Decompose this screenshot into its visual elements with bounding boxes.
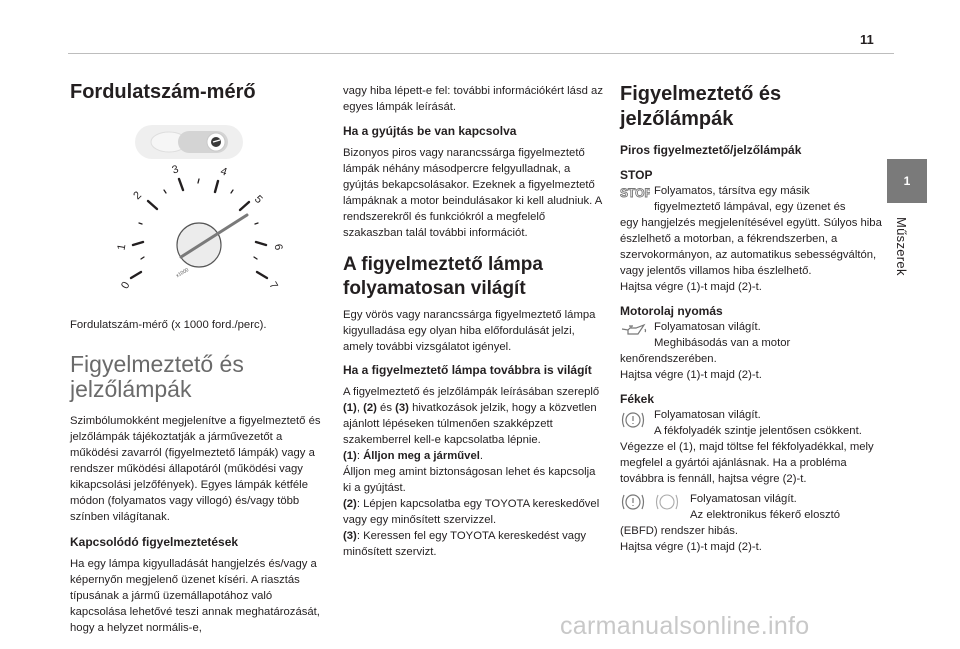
intro-paragraph: Szimbólumokként megjelenítve a figyelmeztető és jelzőlámpák tájékoztatják a járművezetőt a működési zavarról (figyelmeztető lámpák) vagy a rendszer működési állapotáról (működési vagy kikapcsolási jelzőfények). Egyes lámpák kétféle módon (folyamatos vagy villogó) és/vagy több színben világítanak.: [70, 415, 321, 523]
stop-entry: STOP Folyamatos, társítva egy másik figyelmeztető lámpával, egy üzenet és: [620, 185, 846, 213]
column-right: [620, 82, 882, 555]
ignition-paragraph: Bizonyos piros vagy narancssárga figyelmeztető lámpák néhány másodpercre felgyulladnak, a gyújtás bekapcsolásakor. Ezeknek a figyelmeztető lámpáknak a motor beindulásakor ki kell aludniuk. A rendszerekről és funkciókról a megfelelő szakaszban talál további információt.: [343, 147, 602, 239]
stop-icon: [620, 183, 654, 204]
brake-entry: Folyamatosan világít. A fékfolyadék szintje jelentősen csökkent.: [620, 407, 882, 439]
ebfd-action: Hajtsa végre (1)-t majd (2)-t.: [620, 541, 762, 553]
oil-description: kenőrendszerében.: [620, 353, 717, 365]
oil-entry: Folyamatosan világít. Meghibásodás van a motor: [620, 319, 882, 351]
ebfd-entry: Folyamatosan világít. Az elektronikus fékerő elosztó: [620, 491, 882, 523]
ebfd-icons: [620, 491, 690, 513]
brake-heading: Fékek: [620, 392, 655, 406]
step-3: (3): Keressen fel egy TOYOTA kereskedést vagy minősített szervizt.: [343, 530, 586, 558]
step-2: (2): Lépjen kapcsolatba egy TOYOTA kereskedővel vagy egy minősített szervizzel.: [343, 498, 600, 526]
brake-description: Végezze el (1), majd töltse fel fékfolyadékkal, mely megfelel a gyártói ajánlásnak. Ha a probléma továbbra is fennáll, hajtsa végre (2)-t.: [620, 441, 874, 485]
tachometer-illustration: [99, 123, 299, 301]
section-title-line2: jelzőlámpák: [70, 376, 192, 402]
step-1-title: (1): Álljon meg a járművel.: [343, 450, 484, 462]
related-heading: Kapcsolódó figyelmeztetések: [70, 535, 239, 549]
red-lamps-heading: Piros figyelmeztető/jelzőlámpák: [620, 143, 802, 157]
display-knob-icon: [211, 137, 221, 147]
stop-action: Hajtsa végre (1)-t majd (2)-t.: [620, 281, 762, 293]
gauge-label-1: 1: [115, 243, 129, 252]
gauge-label-5: 5: [251, 193, 265, 207]
header-rule: [68, 53, 894, 54]
tachometer-caption: Fordulatszám-mérő (x 1000 ford./perc).: [70, 319, 267, 331]
warning-lamps-title-line1: Figyelmeztető és: [620, 83, 782, 105]
column-middle: [343, 83, 605, 560]
oil-action: Hajtsa végre (1)-t majd (2)-t.: [620, 369, 762, 381]
ebfd-description: (EBFD) rendszer hibás.: [620, 525, 739, 537]
brake-warning-icon: [620, 491, 646, 513]
still-on-heading: Ha a figyelmeztető lámpa továbbra is világít: [343, 363, 592, 377]
gauge-label-7: 7: [266, 279, 280, 292]
gauge-label-3: 3: [170, 163, 181, 177]
steady-section-heading: [343, 253, 605, 301]
ignition-heading: Ha a gyújtás be van kapcsolva: [343, 124, 517, 138]
watermark: carmanualsonline.info: [560, 612, 810, 640]
tachometer-title: Fordulatszám-mérő: [70, 81, 256, 103]
step-1-text: Álljon meg amint biztonságosan lehet és kapcsolja ki a gyújtást.: [343, 466, 596, 494]
section-title-line1: Figyelmeztető és: [70, 351, 244, 377]
chapter-label: Műszerek: [894, 217, 909, 276]
column-left: [70, 80, 328, 636]
gauge-label-0: 0: [119, 279, 133, 292]
steady-paragraph: Egy vörös vagy narancssárga figyelmeztető lámpa kigyulladása egy olyan hiba előfordulását jelzi, amely további vizsgálatot igényel.: [343, 309, 596, 353]
section-heading: [70, 352, 328, 402]
still-on-paragraph: A figyelmeztető és jelzőlámpák leírásában szereplő (1), (2) és (3) hivatkozások jelzik, hogy a közvetlen ajánlott lépéseken túlmenően szakképzett szakemberrel kell-e kapcsolatba lépnie.: [343, 386, 600, 446]
page-number: 11: [860, 32, 874, 47]
abs-icon: [654, 491, 680, 513]
svg-text:STOP: STOP: [620, 186, 650, 199]
related-paragraph: Ha egy lámpa kigyulladását hangjelzés és/vagy a képernyőn megjelenő üzenet kíséri. A riasztás típusának a jármű üzemállapotához való kapcsolása lehetővé teszi annak meghatározását, hogy a helyzet normális-e,: [70, 558, 320, 634]
chapter-tab[interactable]: 1: [887, 159, 927, 203]
steady-title-line1: A figyelmeztető lámpa: [343, 254, 543, 275]
gauge-label-4: 4: [218, 165, 229, 179]
gauge-unit: x1000: [175, 267, 190, 280]
stop-description: egy hangjelzés megjelenítésével együtt. Súlyos hiba észlelhető a motorban, a fékrendszerben, a szervokormányon, az automatikus sebességváltón, vagy jelentős villamos hiba észlelhető.: [620, 217, 882, 277]
stop-heading: STOP: [620, 168, 653, 182]
steady-title-line2: folyamatosan világít: [343, 278, 526, 299]
brake-warning-icon: [620, 407, 654, 436]
warning-lamps-title-line2: jelzőlámpák: [620, 108, 734, 130]
gauge-label-6: 6: [271, 243, 285, 252]
oil-can-icon: [620, 319, 654, 344]
gauge-label-2: 2: [131, 189, 145, 203]
continued-paragraph: vagy hiba lépett-e fel: további információkért lásd az egyes lámpák leírását.: [343, 85, 603, 113]
oil-heading: Motorolaj nyomás: [620, 304, 723, 318]
